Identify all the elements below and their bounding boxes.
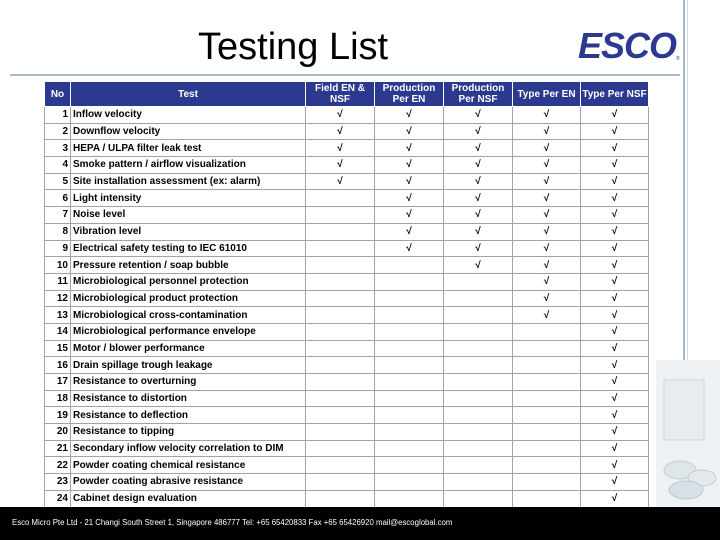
- test-name: Microbiological product protection: [71, 290, 306, 307]
- empty-cell: [513, 374, 581, 391]
- test-name: Secondary inflow velocity correlation to DIM: [71, 440, 306, 457]
- table-row: [45, 190, 649, 207]
- empty-cell: [513, 424, 581, 441]
- page-title: Testing List: [198, 26, 389, 68]
- empty-cell: [444, 390, 513, 407]
- table-row: [45, 474, 649, 491]
- empty-cell: [444, 374, 513, 391]
- check-mark: √: [581, 107, 649, 124]
- test-name: Microbiological cross-contamination: [71, 307, 306, 324]
- test-name: Smoke pattern / airflow visualization: [71, 157, 306, 174]
- empty-cell: [444, 307, 513, 324]
- table-row: [45, 140, 649, 157]
- check-mark: √: [581, 424, 649, 441]
- header-type-per-nsf: Type Per NSF: [581, 82, 649, 107]
- check-mark: √: [581, 240, 649, 257]
- check-mark: √: [513, 123, 581, 140]
- empty-cell: [375, 474, 444, 491]
- table-row: [45, 223, 649, 240]
- empty-cell: [375, 340, 444, 357]
- test-name: Vibration level: [71, 223, 306, 240]
- check-mark: √: [513, 140, 581, 157]
- table-row: [45, 273, 649, 290]
- row-number: 12: [45, 290, 71, 307]
- table-row: [45, 207, 649, 224]
- empty-cell: [444, 490, 513, 507]
- check-mark: √: [513, 273, 581, 290]
- test-name: Microbiological performance envelope: [71, 323, 306, 340]
- empty-cell: [444, 357, 513, 374]
- row-number: 22: [45, 457, 71, 474]
- test-name: Drain spillage trough leakage: [71, 357, 306, 374]
- row-number: 24: [45, 490, 71, 507]
- check-mark: √: [581, 273, 649, 290]
- empty-cell: [306, 407, 375, 424]
- check-mark: √: [444, 240, 513, 257]
- test-name: Resistance to distortion: [71, 390, 306, 407]
- test-name: Electrical safety testing to IEC 61010: [71, 240, 306, 257]
- empty-cell: [375, 390, 444, 407]
- empty-cell: [306, 223, 375, 240]
- check-mark: √: [513, 290, 581, 307]
- header-type-per-en: Type Per EN: [513, 82, 581, 107]
- empty-cell: [444, 273, 513, 290]
- check-mark: √: [444, 157, 513, 174]
- table-row: [45, 357, 649, 374]
- check-mark: √: [581, 390, 649, 407]
- empty-cell: [375, 323, 444, 340]
- row-number: 18: [45, 390, 71, 407]
- test-name: Site installation assessment (ex: alarm): [71, 173, 306, 190]
- row-number: 9: [45, 240, 71, 257]
- footer-address: Esco Micro Pte Ltd - 21 Changi South Street 1, Singapore 486777 Tel: +65 65420833 Fax +65 65426920 mail@escoglobal.com: [12, 518, 453, 527]
- check-mark: √: [581, 457, 649, 474]
- check-mark: √: [513, 157, 581, 174]
- check-mark: √: [306, 140, 375, 157]
- table-row: [45, 374, 649, 391]
- check-mark: √: [513, 207, 581, 224]
- row-number: 7: [45, 207, 71, 224]
- empty-cell: [444, 424, 513, 441]
- empty-cell: [306, 340, 375, 357]
- check-mark: √: [375, 173, 444, 190]
- row-number: 23: [45, 474, 71, 491]
- check-mark: √: [581, 440, 649, 457]
- test-name: Resistance to deflection: [71, 407, 306, 424]
- row-number: 2: [45, 123, 71, 140]
- empty-cell: [306, 474, 375, 491]
- table-row: [45, 440, 649, 457]
- check-mark: √: [513, 223, 581, 240]
- check-mark: √: [375, 223, 444, 240]
- empty-cell: [306, 207, 375, 224]
- empty-cell: [375, 357, 444, 374]
- check-mark: √: [444, 207, 513, 224]
- row-number: 4: [45, 157, 71, 174]
- empty-cell: [306, 374, 375, 391]
- test-name: Noise level: [71, 207, 306, 224]
- testing-table: [44, 81, 649, 508]
- check-mark: √: [444, 173, 513, 190]
- check-mark: √: [513, 107, 581, 124]
- row-number: 8: [45, 223, 71, 240]
- check-mark: √: [375, 240, 444, 257]
- empty-cell: [306, 290, 375, 307]
- test-name: Inflow velocity: [71, 107, 306, 124]
- empty-cell: [513, 323, 581, 340]
- empty-cell: [375, 407, 444, 424]
- row-number: 21: [45, 440, 71, 457]
- row-number: 19: [45, 407, 71, 424]
- check-mark: √: [581, 223, 649, 240]
- empty-cell: [513, 390, 581, 407]
- empty-cell: [513, 357, 581, 374]
- table-row: [45, 323, 649, 340]
- title-divider: [10, 74, 680, 76]
- empty-cell: [513, 407, 581, 424]
- empty-cell: [306, 240, 375, 257]
- table-row: [45, 157, 649, 174]
- check-mark: √: [375, 107, 444, 124]
- empty-cell: [375, 424, 444, 441]
- table-row: [45, 123, 649, 140]
- test-name: Microbiological personnel protection: [71, 273, 306, 290]
- check-mark: √: [581, 257, 649, 274]
- empty-cell: [306, 190, 375, 207]
- table-row: [45, 307, 649, 324]
- test-name: Resistance to tipping: [71, 424, 306, 441]
- check-mark: √: [375, 140, 444, 157]
- table-row: [45, 340, 649, 357]
- check-mark: √: [375, 190, 444, 207]
- check-mark: √: [375, 123, 444, 140]
- check-mark: √: [581, 140, 649, 157]
- empty-cell: [375, 257, 444, 274]
- row-number: 11: [45, 273, 71, 290]
- check-mark: √: [581, 307, 649, 324]
- check-mark: √: [513, 173, 581, 190]
- check-mark: √: [581, 357, 649, 374]
- check-mark: √: [513, 307, 581, 324]
- empty-cell: [444, 474, 513, 491]
- test-name: HEPA / ULPA filter leak test: [71, 140, 306, 157]
- table-row: [45, 407, 649, 424]
- check-mark: √: [581, 474, 649, 491]
- empty-cell: [306, 357, 375, 374]
- table-row: [45, 424, 649, 441]
- check-mark: √: [581, 490, 649, 507]
- check-mark: √: [444, 190, 513, 207]
- table-row: [45, 457, 649, 474]
- check-mark: √: [513, 190, 581, 207]
- header-production-per-nsf: Production Per NSF: [444, 82, 513, 107]
- test-name: Light intensity: [71, 190, 306, 207]
- empty-cell: [375, 457, 444, 474]
- empty-cell: [306, 440, 375, 457]
- test-name: Cabinet design evaluation: [71, 490, 306, 507]
- check-mark: √: [581, 340, 649, 357]
- empty-cell: [444, 440, 513, 457]
- row-number: 17: [45, 374, 71, 391]
- check-mark: √: [581, 207, 649, 224]
- check-mark: √: [444, 107, 513, 124]
- empty-cell: [513, 490, 581, 507]
- empty-cell: [513, 440, 581, 457]
- table-row: [45, 173, 649, 190]
- row-number: 20: [45, 424, 71, 441]
- empty-cell: [375, 307, 444, 324]
- check-mark: √: [444, 257, 513, 274]
- test-name: Downflow velocity: [71, 123, 306, 140]
- row-number: 15: [45, 340, 71, 357]
- empty-cell: [375, 290, 444, 307]
- check-mark: √: [444, 123, 513, 140]
- empty-cell: [306, 390, 375, 407]
- empty-cell: [375, 440, 444, 457]
- check-mark: √: [444, 223, 513, 240]
- check-mark: √: [306, 173, 375, 190]
- check-mark: √: [581, 157, 649, 174]
- row-number: 16: [45, 357, 71, 374]
- check-mark: √: [581, 173, 649, 190]
- empty-cell: [306, 307, 375, 324]
- empty-cell: [306, 457, 375, 474]
- check-mark: √: [306, 157, 375, 174]
- table-header-row: [45, 82, 649, 107]
- check-mark: √: [581, 323, 649, 340]
- empty-cell: [444, 407, 513, 424]
- svg-text:ESCO: ESCO: [578, 26, 677, 66]
- table-row: [45, 390, 649, 407]
- test-name: Motor / blower performance: [71, 340, 306, 357]
- row-number: 3: [45, 140, 71, 157]
- test-name: Powder coating chemical resistance: [71, 457, 306, 474]
- row-number: 6: [45, 190, 71, 207]
- empty-cell: [444, 323, 513, 340]
- check-mark: √: [444, 140, 513, 157]
- check-mark: √: [375, 157, 444, 174]
- header-test: Test: [71, 82, 306, 107]
- empty-cell: [306, 273, 375, 290]
- table-row: [45, 107, 649, 124]
- empty-cell: [444, 290, 513, 307]
- check-mark: √: [581, 407, 649, 424]
- check-mark: √: [581, 123, 649, 140]
- test-name: Pressure retention / soap bubble: [71, 257, 306, 274]
- check-mark: √: [581, 190, 649, 207]
- test-name: Powder coating abrasive resistance: [71, 474, 306, 491]
- esco-logo: [578, 26, 682, 66]
- row-number: 1: [45, 107, 71, 124]
- check-mark: √: [375, 207, 444, 224]
- empty-cell: [306, 323, 375, 340]
- svg-text:®: ®: [676, 56, 680, 62]
- table-row: [45, 490, 649, 507]
- check-mark: √: [306, 123, 375, 140]
- check-mark: √: [513, 257, 581, 274]
- row-number: 14: [45, 323, 71, 340]
- table-row: [45, 257, 649, 274]
- empty-cell: [306, 257, 375, 274]
- empty-cell: [513, 474, 581, 491]
- empty-cell: [513, 340, 581, 357]
- header-field-en-nsf: Field EN & NSF: [306, 82, 375, 107]
- check-mark: √: [306, 107, 375, 124]
- header-no: No: [45, 82, 71, 107]
- header-production-per-en: Production Per EN: [375, 82, 444, 107]
- row-number: 13: [45, 307, 71, 324]
- table-row: [45, 290, 649, 307]
- check-mark: √: [513, 240, 581, 257]
- empty-cell: [375, 374, 444, 391]
- empty-cell: [444, 457, 513, 474]
- lab-equipment-graphic: [650, 360, 720, 510]
- empty-cell: [444, 340, 513, 357]
- check-mark: √: [581, 290, 649, 307]
- test-name: Resistance to overturning: [71, 374, 306, 391]
- table-row: [45, 240, 649, 257]
- row-number: 5: [45, 173, 71, 190]
- empty-cell: [375, 490, 444, 507]
- empty-cell: [306, 490, 375, 507]
- empty-cell: [513, 457, 581, 474]
- check-mark: √: [581, 374, 649, 391]
- empty-cell: [375, 273, 444, 290]
- empty-cell: [306, 424, 375, 441]
- row-number: 10: [45, 257, 71, 274]
